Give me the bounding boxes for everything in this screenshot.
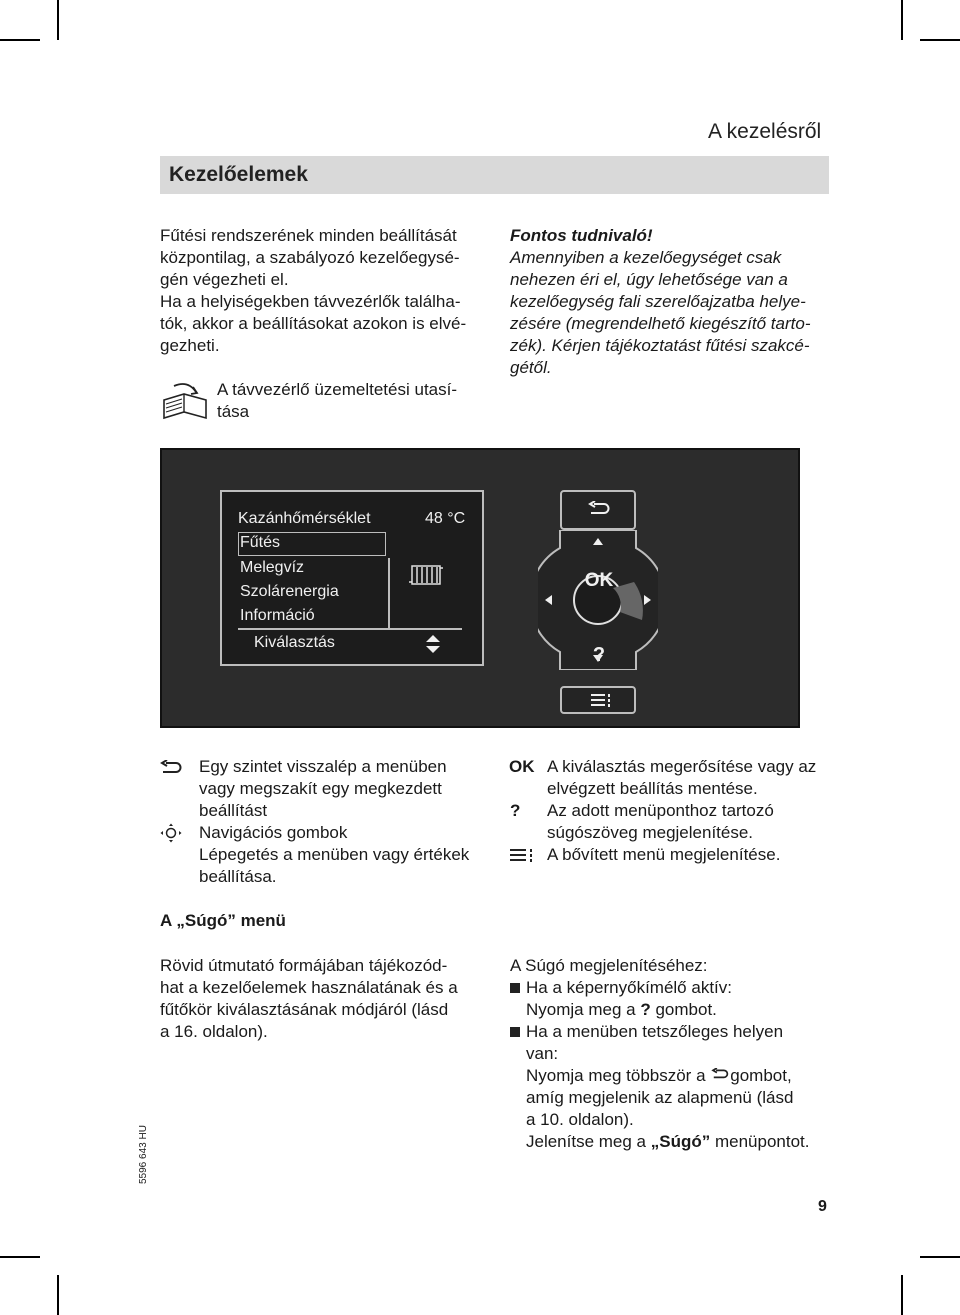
intro-line: Ha a helyiségekben távvezérlők találha-: [160, 292, 461, 311]
extended-menu-icon: [509, 848, 535, 864]
display-header-value: 48 °C: [425, 510, 466, 527]
ok-legend-line: elvégzett beállítás mentése.: [547, 779, 758, 798]
extended-menu-icon: [590, 693, 612, 709]
note-line: gétől.: [510, 358, 552, 377]
note-line: zésére (megrendelhető kiegészítő tarto-: [510, 314, 811, 333]
back-arrow-icon: [710, 1068, 730, 1082]
back-arrow-icon: [588, 501, 610, 519]
ok-legend: [547, 756, 837, 800]
back-legend-line: Egy szintet visszalép a menüben: [199, 757, 447, 776]
display-screen: [220, 490, 484, 666]
help-description-line: Rövid útmutató formájában tájékozód-: [160, 956, 448, 975]
note-line: Amennyiben a kezelőegységet csak: [510, 248, 782, 267]
crop-mark: [920, 1256, 960, 1258]
chapter-title: A kezelésről: [708, 120, 822, 143]
bullet-2-text: gombot,: [730, 1066, 792, 1085]
bullet-2-text: Jelenítse meg a: [526, 1132, 647, 1151]
bullet: [510, 983, 520, 993]
bullet: [510, 1027, 520, 1037]
help-section-title: A „Súgó” menü: [160, 911, 286, 930]
help-instructions: [510, 955, 840, 977]
radiator-icon: [408, 564, 444, 586]
crop-mark: [57, 1275, 59, 1315]
help-intro: A Súgó megjelenítéséhez:: [510, 956, 708, 975]
display-header-label: Kazánhőmérséklet: [238, 510, 371, 527]
help-legend-line: Az adott menüponthoz tartozó: [547, 801, 774, 820]
crop-mark: [57, 0, 59, 40]
bullet-2-line: amíg megjelenik az alapmenü (lásd: [526, 1088, 794, 1107]
menu-item-informacio[interactable]: Információ: [240, 607, 315, 624]
menu-item-szolarenergia[interactable]: Szolárenergia: [240, 583, 339, 600]
display-divider: [388, 558, 390, 628]
intro-line: központilag, a szabályozó kezelőegysé-: [160, 248, 460, 267]
back-button[interactable]: [560, 490, 636, 530]
intro-line: gezheti.: [160, 336, 220, 355]
control-unit-panel: [160, 448, 800, 728]
crop-mark: [0, 39, 40, 41]
menu-item-melegviz[interactable]: Melegvíz: [240, 559, 305, 576]
crop-mark: [0, 1256, 40, 1258]
help-description-line: a 16. oldalon).: [160, 1022, 268, 1041]
book-reference-icon: [160, 378, 212, 424]
back-arrow-icon: [160, 760, 182, 778]
display-footer-rule: [238, 628, 462, 630]
help-legend: [547, 800, 837, 844]
section-title: Kezelőelemek: [169, 163, 308, 186]
navigation-legend-line: beállítása.: [199, 867, 277, 886]
reference-line: A távvezérlő üzemeltetési utasí-: [217, 380, 458, 399]
display-footer-label: Kiválasztás: [254, 634, 335, 651]
navigation-legend: [199, 822, 499, 888]
note-line: zék). Kérjen tájékoztatást fűtési szakcé-: [510, 336, 810, 355]
menu-legend-line: A bővített menü megjelenítése.: [547, 845, 781, 864]
ok-legend-line: A kiválasztás megerősítése vagy az: [547, 757, 817, 776]
bullet-1: [526, 977, 836, 1021]
document-number: 5596 643 HU: [138, 1125, 149, 1184]
intro-line: tók, akkor a beállításokat azokon is elvé-: [160, 314, 467, 333]
back-legend-line: beállítást: [199, 801, 268, 820]
intro-line: Fűtési rendszerének minden beállítását: [160, 226, 457, 245]
reference-line: tása: [217, 402, 250, 421]
reference-text: [217, 379, 487, 423]
back-legend-line: vagy megszakít egy megkezdett: [199, 779, 442, 798]
bullet-2-line: Ha a menüben tetszőleges helyen: [526, 1022, 784, 1041]
page-number: 9: [818, 1198, 827, 1215]
note-heading: Fontos tudnivaló!: [510, 226, 653, 245]
bullet-2-line: van:: [526, 1044, 559, 1063]
bullet-2-line: [526, 1131, 836, 1153]
help-description-line: fűtőkör kiválasztásának módjáról (lásd: [160, 1000, 449, 1019]
menu-item-futes[interactable]: Fűtés: [240, 534, 281, 551]
help-legend-line: súgószöveg megjelenítése.: [547, 823, 754, 842]
up-down-arrows-icon: [424, 634, 442, 654]
note-line: kezelőegység fali szerelőajzatba helye-: [510, 292, 806, 311]
bullet-1-text: gombot.: [655, 1000, 717, 1019]
ok-button[interactable]: OK: [584, 570, 614, 591]
navigation-legend-line: Navigációs gombok: [199, 823, 348, 842]
bullet-2-line: [526, 1065, 836, 1087]
bullet-2: [526, 1021, 836, 1153]
help-key-symbol: ?: [640, 1000, 651, 1019]
ok-key-label: OK: [509, 757, 535, 776]
important-note: [510, 225, 830, 379]
navigation-icon: [160, 823, 182, 843]
bullet-1-line: [526, 999, 836, 1021]
back-legend: [199, 756, 499, 822]
extended-menu-button[interactable]: [560, 686, 636, 714]
help-description-line: hat a kezelőelemek használatának és a: [160, 978, 458, 997]
intro-line: gén végezheti el.: [160, 270, 289, 289]
menu-legend: [547, 844, 837, 866]
section-bar: [160, 156, 829, 194]
intro-paragraph: [160, 225, 490, 357]
crop-mark: [901, 1275, 903, 1315]
crop-mark: [901, 0, 903, 40]
help-description: [160, 955, 490, 1043]
crop-mark: [920, 39, 960, 41]
navigation-legend-line: Lépegetés a menüben vagy értékek: [199, 845, 470, 864]
bullet-1-text: Nyomja meg a: [526, 1000, 636, 1019]
bullet-1-line: Ha a képernyőkímélő aktív:: [526, 978, 732, 997]
bullet-2-text: menüpontot.: [714, 1132, 810, 1151]
help-key-label: ?: [510, 801, 521, 820]
help-menu-name: „Súgó”: [650, 1132, 711, 1151]
bullet-2-line: a 10. oldalon).: [526, 1110, 634, 1129]
help-button[interactable]: ?: [592, 644, 606, 666]
bullet-2-text: Nyomja meg többször a: [526, 1066, 706, 1085]
note-line: nehezen éri el, úgy lehetősége van a: [510, 270, 788, 289]
